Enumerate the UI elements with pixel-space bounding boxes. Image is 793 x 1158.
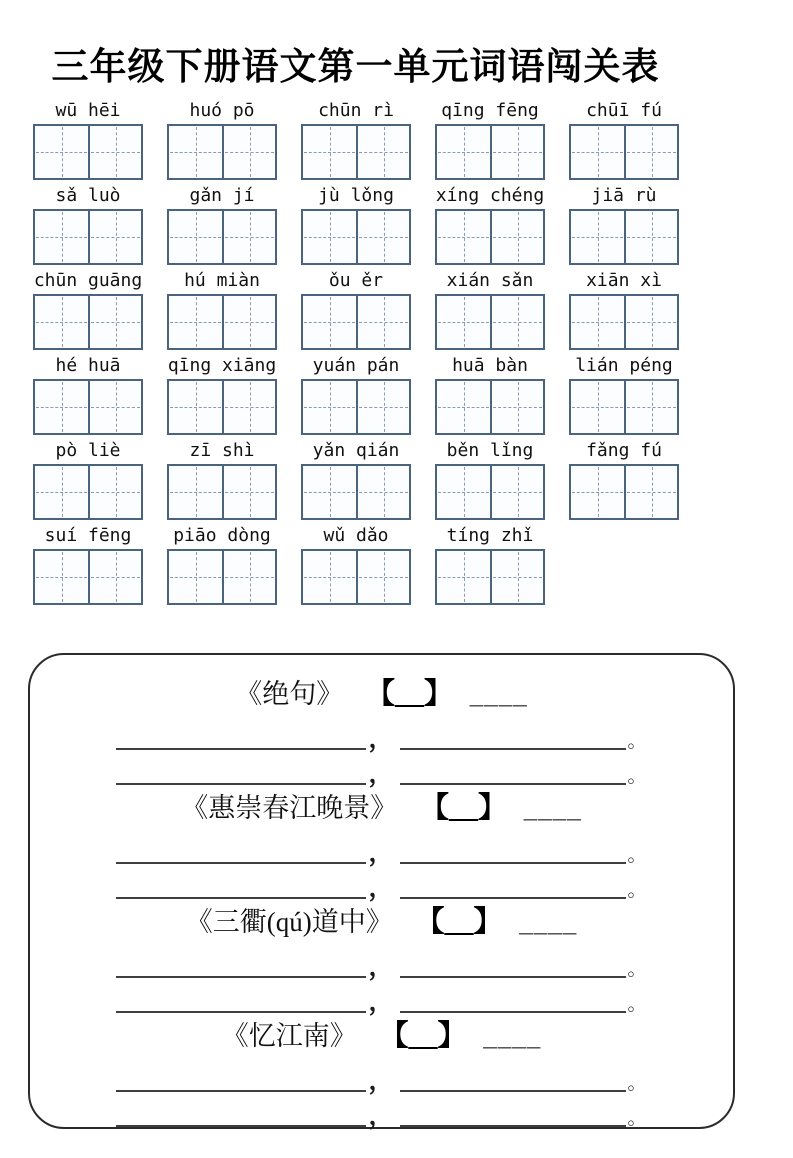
pinyin-label: qīng fēng (441, 100, 539, 121)
period: 。 (627, 880, 647, 901)
writing-grid[interactable] (301, 549, 411, 605)
writing-cell[interactable] (169, 551, 222, 603)
pinyin-label: piāo dòng (173, 525, 271, 546)
answer-blank[interactable] (116, 765, 366, 785)
writing-cell[interactable] (356, 466, 409, 518)
writing-cell[interactable] (303, 126, 356, 178)
writing-cell[interactable] (490, 211, 543, 263)
word-item (33, 183, 143, 265)
word-item (301, 268, 411, 350)
comma: ， (368, 1103, 394, 1130)
word-row (33, 98, 681, 180)
writing-cell[interactable] (437, 126, 490, 178)
pinyin-label: chūī fú (586, 100, 662, 121)
pinyin-label: xián sǎn (446, 270, 534, 291)
pinyin-label: pò liè (55, 440, 121, 461)
word-item (569, 98, 679, 180)
writing-cell[interactable] (356, 296, 409, 348)
pinyin-label: lián péng (575, 355, 673, 376)
poem-block (40, 787, 723, 902)
writing-cell[interactable] (490, 466, 543, 518)
pinyin-label: fǎng fú (586, 440, 662, 461)
writing-cell[interactable] (624, 466, 677, 518)
comma: ， (368, 840, 394, 867)
word-item (167, 353, 277, 435)
writing-cell[interactable] (303, 211, 356, 263)
writing-cell[interactable] (437, 551, 490, 603)
writing-grid[interactable] (569, 464, 679, 520)
period: 。 (627, 994, 647, 1015)
writing-cell[interactable] (35, 466, 88, 518)
answer-blank[interactable] (116, 879, 366, 899)
pinyin-label: zī shì (189, 440, 255, 461)
pinyin-label: gǎn jí (189, 185, 255, 206)
writing-cell[interactable] (303, 466, 356, 518)
word-item (167, 98, 277, 180)
comma: ， (368, 761, 394, 788)
word-item (435, 98, 545, 180)
pinyin-label: wū hēi (55, 100, 121, 121)
writing-grid[interactable] (167, 379, 277, 435)
period: 。 (627, 1073, 647, 1094)
writing-cell[interactable] (35, 296, 88, 348)
writing-grid[interactable] (301, 124, 411, 180)
word-item (33, 523, 143, 605)
comma: ， (368, 1068, 394, 1095)
pinyin-label: tíng zhǐ (446, 525, 534, 546)
word-item (569, 268, 679, 350)
word-item (435, 353, 545, 435)
writing-cell[interactable] (437, 296, 490, 348)
answer-blank[interactable] (116, 730, 366, 750)
word-item (301, 438, 411, 520)
writing-cell[interactable] (35, 126, 88, 178)
period: 。 (627, 766, 647, 787)
writing-grid[interactable] (33, 549, 143, 605)
poem-block (40, 1015, 723, 1130)
writing-cell[interactable] (571, 296, 624, 348)
page-title: 三年级下册语文第一单元词语闯关表 (51, 47, 660, 88)
writing-grid[interactable] (435, 294, 545, 350)
writing-cell[interactable] (490, 381, 543, 433)
poem-title: 《惠崇春江晚景》 (181, 793, 398, 823)
writing-cell[interactable] (88, 211, 141, 263)
writing-grid[interactable] (435, 549, 545, 605)
word-row (33, 268, 681, 350)
word-item (33, 353, 143, 435)
word-row (33, 183, 681, 265)
writing-cell[interactable] (169, 381, 222, 433)
pinyin-label: chūn rì (318, 100, 394, 121)
writing-grid[interactable] (167, 209, 277, 265)
writing-cell[interactable] (624, 381, 677, 433)
writing-cell[interactable] (88, 381, 141, 433)
pinyin-label: jù lǒng (318, 185, 394, 206)
pinyin-label: hú miàn (184, 270, 260, 291)
poem-line-row (40, 834, 723, 867)
writing-cell[interactable] (169, 296, 222, 348)
pinyin-label: suí fēng (44, 525, 132, 546)
writing-grid[interactable] (33, 379, 143, 435)
writing-cell[interactable] (624, 211, 677, 263)
period: 。 (627, 1108, 647, 1129)
pinyin-label: ǒu ěr (328, 270, 384, 291)
writing-cell[interactable] (437, 211, 490, 263)
pinyin-label: jiā rù (591, 185, 657, 206)
writing-cell[interactable] (222, 211, 275, 263)
word-item (33, 268, 143, 350)
writing-cell[interactable] (222, 381, 275, 433)
word-item (569, 438, 679, 520)
writing-cell[interactable] (437, 466, 490, 518)
writing-cell[interactable] (169, 211, 222, 263)
answer-blank[interactable] (400, 879, 626, 899)
pinyin-label: xiān xì (586, 270, 662, 291)
writing-cell[interactable] (222, 126, 275, 178)
writing-grid[interactable] (435, 209, 545, 265)
answer-blank[interactable] (400, 1072, 626, 1092)
answer-blank[interactable] (400, 1107, 626, 1127)
writing-grid[interactable] (301, 379, 411, 435)
poem-line-row (40, 720, 723, 753)
writing-grid[interactable] (301, 294, 411, 350)
answer-blank[interactable] (400, 844, 626, 864)
writing-cell[interactable] (222, 296, 275, 348)
writing-cell[interactable] (303, 296, 356, 348)
writing-cell[interactable] (88, 466, 141, 518)
writing-cell[interactable] (222, 466, 275, 518)
poem-section (28, 653, 735, 1129)
word-item (301, 183, 411, 265)
writing-grid[interactable] (435, 379, 545, 435)
word-item (301, 353, 411, 435)
poem-line-row (40, 1062, 723, 1095)
answer-blank[interactable] (400, 958, 626, 978)
answer-blank[interactable] (400, 993, 626, 1013)
comma: ， (368, 726, 394, 753)
writing-grid[interactable] (569, 124, 679, 180)
poem-title-row (40, 787, 723, 829)
author-bracket-blank[interactable]: 【__】 (379, 1020, 467, 1052)
writing-cell[interactable] (624, 126, 677, 178)
writing-cell[interactable] (571, 466, 624, 518)
word-item (569, 183, 679, 265)
word-item (435, 523, 545, 605)
writing-grid[interactable] (569, 379, 679, 435)
comma: ， (368, 989, 394, 1016)
writing-cell[interactable] (437, 381, 490, 433)
answer-blank[interactable] (116, 958, 366, 978)
author-name-blank[interactable]: ____ (519, 907, 578, 937)
poem-line-row (40, 948, 723, 981)
period: 。 (627, 731, 647, 752)
comma: ， (368, 954, 394, 981)
pinyin-label: hé huā (55, 355, 121, 376)
pinyin-label: wǔ dǎo (323, 525, 389, 546)
writing-cell[interactable] (88, 296, 141, 348)
pinyin-label: chūn guāng (33, 270, 143, 291)
word-item (301, 523, 411, 605)
poem-block (40, 901, 723, 1016)
writing-cell[interactable] (571, 381, 624, 433)
author-name-blank[interactable]: ____ (469, 679, 528, 709)
poem-line-row (40, 869, 723, 902)
writing-cell[interactable] (88, 551, 141, 603)
word-row (33, 438, 681, 520)
word-item (301, 98, 411, 180)
writing-cell[interactable] (35, 551, 88, 603)
poem-line-row (40, 1097, 723, 1130)
pinyin-label: yǎn qián (312, 440, 400, 461)
word-item (33, 438, 143, 520)
word-item (569, 353, 679, 435)
word-row (33, 523, 681, 605)
writing-cell[interactable] (356, 551, 409, 603)
answer-blank[interactable] (116, 844, 366, 864)
writing-grid[interactable] (167, 464, 277, 520)
word-item (435, 438, 545, 520)
pinyin-label: xíng chéng (435, 185, 545, 206)
author-bracket-blank[interactable]: 【__】 (419, 792, 507, 824)
period: 。 (627, 845, 647, 866)
poem-block (40, 673, 723, 788)
period: 。 (627, 959, 647, 980)
writing-cell[interactable] (571, 126, 624, 178)
pinyin-label: sǎ luò (55, 185, 121, 206)
poem-title: 《忆江南》 (221, 1021, 357, 1051)
writing-grid[interactable] (435, 124, 545, 180)
poem-title-row (40, 1015, 723, 1057)
pinyin-label: huó pō (189, 100, 255, 121)
writing-grid[interactable] (33, 209, 143, 265)
poem-line-row (40, 755, 723, 788)
writing-cell[interactable] (356, 381, 409, 433)
word-grid-section (33, 98, 681, 605)
pinyin-label: qīng xiāng (167, 355, 277, 376)
writing-grid[interactable] (167, 124, 277, 180)
answer-blank[interactable] (116, 1107, 366, 1127)
poem-title: 《三衢(qú)道中》 (185, 907, 393, 937)
writing-cell[interactable] (356, 126, 409, 178)
writing-cell[interactable] (35, 211, 88, 263)
word-item (167, 523, 277, 605)
poem-title: 《绝句》 (235, 679, 344, 709)
writing-grid[interactable] (167, 294, 277, 350)
writing-cell[interactable] (35, 381, 88, 433)
writing-grid[interactable] (569, 294, 679, 350)
writing-cell[interactable] (222, 551, 275, 603)
writing-cell[interactable] (303, 381, 356, 433)
poem-line-row (40, 983, 723, 1016)
writing-grid[interactable] (569, 209, 679, 265)
word-item (167, 183, 277, 265)
word-item (33, 98, 143, 180)
word-item (167, 268, 277, 350)
author-name-blank[interactable]: ____ (523, 793, 582, 823)
writing-grid[interactable] (167, 549, 277, 605)
answer-blank[interactable] (116, 1072, 366, 1092)
writing-cell[interactable] (356, 211, 409, 263)
author-bracket-blank[interactable]: 【__】 (365, 678, 453, 710)
writing-grid[interactable] (435, 464, 545, 520)
writing-cell[interactable] (571, 211, 624, 263)
author-name-blank[interactable]: ____ (483, 1021, 542, 1051)
pinyin-label: huā bàn (452, 355, 528, 376)
writing-cell[interactable] (88, 126, 141, 178)
word-item (435, 268, 545, 350)
writing-grid[interactable] (33, 124, 143, 180)
answer-blank[interactable] (400, 765, 626, 785)
pinyin-label: yuán pán (312, 355, 400, 376)
writing-grid[interactable] (301, 464, 411, 520)
poem-title-row (40, 901, 723, 943)
writing-cell[interactable] (624, 296, 677, 348)
pinyin-label: běn lǐng (446, 440, 534, 461)
answer-blank[interactable] (400, 730, 626, 750)
word-item (435, 183, 545, 265)
author-bracket-blank[interactable]: 【__】 (415, 906, 503, 938)
writing-cell[interactable] (169, 126, 222, 178)
poem-title-row (40, 673, 723, 715)
writing-cell[interactable] (490, 126, 543, 178)
answer-blank[interactable] (116, 993, 366, 1013)
writing-grid[interactable] (33, 294, 143, 350)
writing-cell[interactable] (490, 551, 543, 603)
writing-cell[interactable] (169, 466, 222, 518)
word-row (33, 353, 681, 435)
writing-cell[interactable] (303, 551, 356, 603)
writing-grid[interactable] (33, 464, 143, 520)
writing-grid[interactable] (301, 209, 411, 265)
comma: ， (368, 875, 394, 902)
writing-cell[interactable] (490, 296, 543, 348)
word-item (167, 438, 277, 520)
